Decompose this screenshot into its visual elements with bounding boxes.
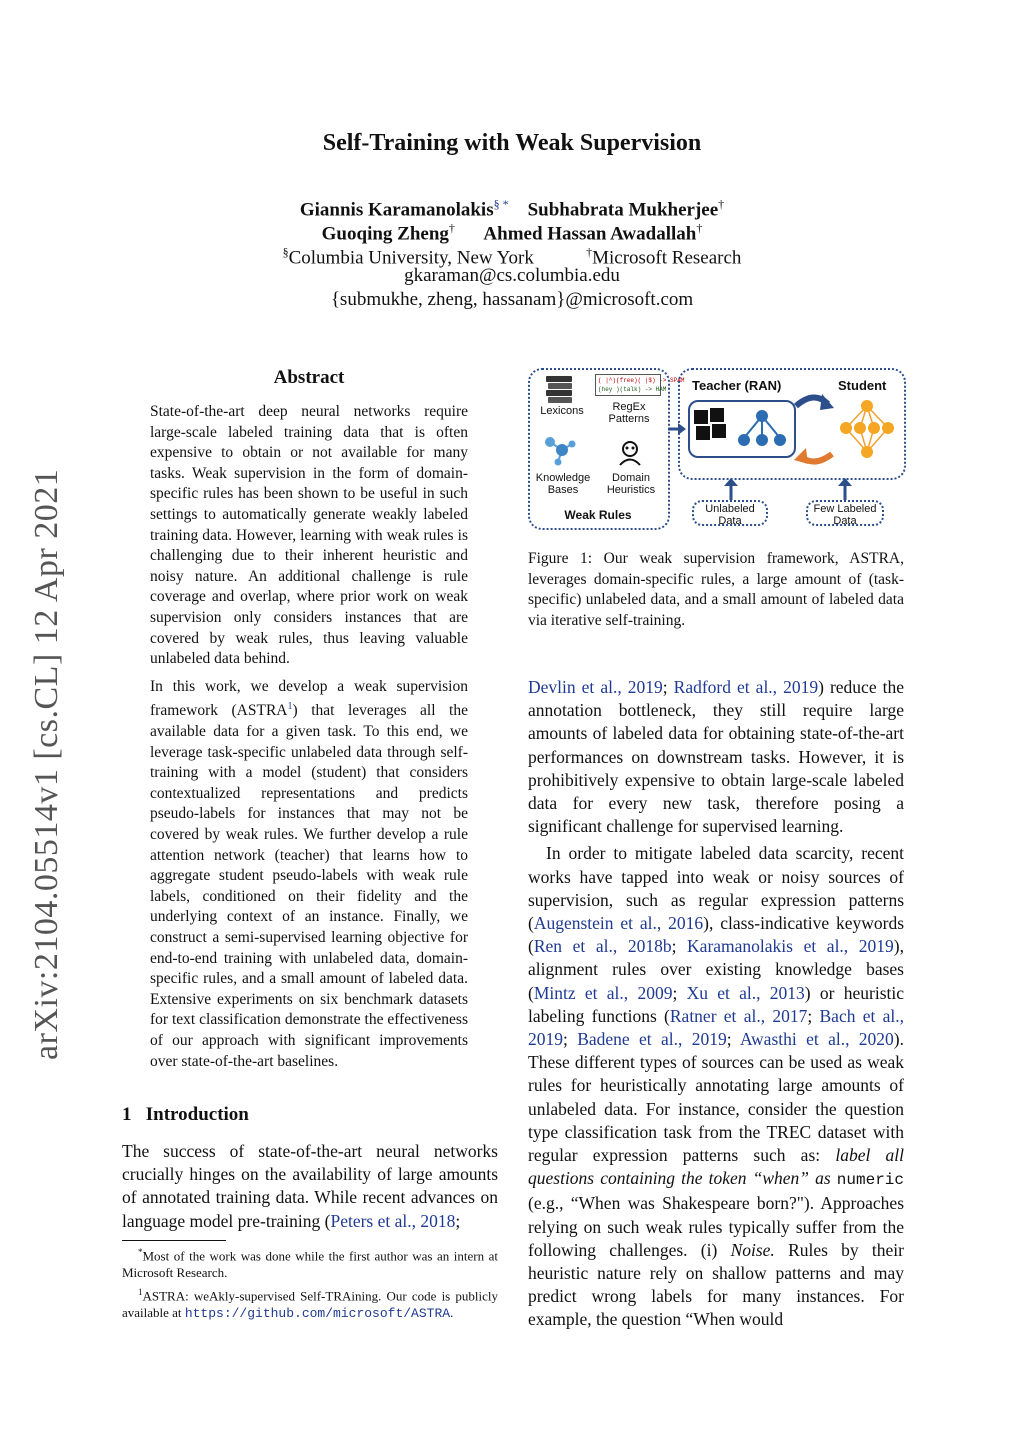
affil-mark-1: § [282, 245, 289, 259]
cubes-icon [692, 406, 728, 446]
affil-mark-2: † [586, 245, 593, 259]
right-p2-f: (e.g., “When was Shakespeare born?"). Approaches relying on such weak rules typically suffer from the following challenges. (i) [528, 1193, 904, 1260]
right-p2-e: ). These different types of sources can be used as weak rules for heuristically annotating large amounts of unlabeled data. For instance, consider the question type classification task from the TREC dataset with regular expression patterns such as: [528, 1029, 904, 1166]
email-columbia: gkaraman@cs.columbia.edu [404, 265, 620, 286]
label-lexicons: Lexicons [540, 405, 584, 417]
footnote-2-end: . [450, 1305, 454, 1321]
right-p2-g: Rules by their heuristic nature rely on shallow patterns and may predict wrong labels for many instances. For example, the question “When would [528, 1239, 904, 1330]
label-unlabeled-data: Unlabeled Data [692, 500, 768, 526]
abstract-heading: Abstract [273, 367, 345, 388]
abstract-body [150, 402, 468, 1072]
cite-bach[interactable]: Bach et al., 2019 [528, 1005, 905, 1050]
label-numeric: numeric [836, 1171, 904, 1190]
label-regex: RegEx Patterns [608, 401, 650, 425]
footnote-mark-2: 1 [138, 1287, 143, 1298]
author-awadallah: Ahmed Hassan Awadallah [483, 223, 697, 245]
author-marks-1: § * [493, 197, 509, 211]
student-network-icon [834, 398, 900, 460]
cite-karamanolakis[interactable]: Karamanolakis et al., 2019 [687, 936, 894, 957]
cite-xu[interactable]: Xu et al., 2013 [686, 982, 805, 1003]
abstract-paragraph-2 [150, 677, 468, 1072]
right-p2-a: In order to mitigate labeled data scarcity, recent works have tapped into weak or noisy sources of supervision, such as regular expression patterns ( [528, 843, 904, 934]
cite-radford[interactable]: Radford et al., 2019 [673, 677, 819, 697]
label-knowledge-bases: Knowledge Bases [535, 472, 591, 496]
cite-peters[interactable]: Peters et al., 2018 [330, 1210, 456, 1231]
label-weak-rules: Weak Rules [564, 508, 632, 522]
intro-title: Introduction [145, 1104, 249, 1125]
sep-2: ; [671, 936, 688, 957]
figure-1 [528, 368, 904, 536]
author-marks-4: † [696, 221, 703, 235]
cite-awasthi[interactable]: Awasthi et al., 2020 [740, 1029, 894, 1050]
expert-face-icon [618, 440, 642, 466]
sep-4: ; [807, 1005, 820, 1026]
affil-microsoft: Microsoft Research [592, 247, 742, 269]
footnote-1: Most of the work was done while the first author was an intern at Microsoft Research. [122, 1248, 498, 1280]
affil-columbia: Columbia University, New York [288, 247, 534, 269]
cite-mintz[interactable]: Mintz et al., 2009 [533, 982, 673, 1003]
intro-paragraph-1 [122, 1140, 498, 1233]
author-marks-2: † [718, 197, 725, 211]
footnote-rule [122, 1240, 226, 1241]
regex-line-2: (hey )(talk) -> HAM [598, 386, 667, 393]
footnote-2-text: ASTRA: weAkly-supervised Self-TRAining. Our code is publicly available at [122, 1288, 498, 1321]
arxiv-sidebar-id: arXiv:2104.05514v1 [cs.CL] 12 Apr 2021 [28, 468, 65, 1060]
author-karamanolakis: Giannis Karamanolakis [299, 199, 494, 221]
abstract-paragraph-1: State-of-the-art deep neural networks require large-scale labeled training data that is often expensive to obtain or not available for many tasks. Weak supervision in the form of domain-specific rules has been shown to be useful in such settings to automatically generate weakly labeled training data. However, learning with weak rules is challenging due to their inherent heuristic and noisy nature. An additional challenge is rule coverage and overlap, where prior work on weak supervision only considers instances that are covered by weak rules, thus leaving valuable unlabeled data behind. [150, 403, 468, 668]
cite-devlin[interactable]: Devlin et al., 2019 [528, 677, 663, 697]
right-paragraph-1 [528, 676, 904, 838]
abstract-p2-part-a: In this work, we develop a weak supervision framework (ASTRA [150, 677, 468, 720]
right-paragraph-2 [528, 842, 904, 1331]
knowledge-graph-icon [542, 432, 576, 466]
author-marks-3: † [448, 221, 455, 235]
right-p2-b: ), class-indicative keywords ( [528, 913, 905, 957]
regex-snippet [595, 374, 685, 396]
sep-5: ; [563, 1029, 578, 1050]
noise-label: Noise. [730, 1239, 775, 1260]
sep-3: ; [672, 982, 687, 1003]
label-teacher: Teacher (RAN) [692, 378, 782, 393]
cite-ren[interactable]: Ren et al., 2018b [533, 936, 672, 957]
footnote-mark-1: * [138, 1247, 143, 1257]
arrow-up-unlabeled-icon [724, 478, 738, 500]
sep-6: ; [726, 1029, 741, 1050]
right-p2-c: ), alignment rules over existing knowledge bases ( [528, 936, 904, 1003]
regex-line-1: ( |^)(free)( |$) -> SPAM [598, 377, 685, 384]
email-microsoft: {submukhe, zheng, hassanam}@microsoft.com [330, 289, 694, 310]
cite-augenstein[interactable]: Augenstein et al., 2016 [533, 913, 704, 934]
right-column-text [528, 676, 904, 1332]
author-mukherjee: Subhabrata Mukherjee [527, 199, 719, 221]
footnote-ref-1[interactable]: 1 [287, 701, 293, 713]
intro-heading [122, 1104, 249, 1126]
example-rule-italic: label all questions containing the token “when” as [528, 1145, 904, 1189]
label-domain-heuristics: Domain Heuristics [606, 472, 656, 496]
books-icon [544, 374, 574, 406]
right-p2-d: ) or heuristic labeling functions ( [528, 982, 904, 1026]
author-zheng: Guoqing Zheng [321, 223, 449, 245]
label-student: Student [838, 378, 887, 393]
right-p1-text: ) reduce the annotation bottleneck, they still require large amounts of labeled data for obtaining state-of-the-art performances on downstream tasks. However, it is prohibitively expensive to obtain large-scale labeled data for every new task, therefore posing a significant challenge for supervised learning. [528, 677, 904, 837]
intro-number: 1 [122, 1104, 132, 1125]
intro-p1-text: The success of state-of-the-art neural networks crucially hinges on the availability of large amounts of annotated training data. While recent advances on language model pre-training ( [122, 1141, 498, 1231]
sep-1: ; [662, 677, 674, 697]
attention-tree-icon [734, 408, 790, 450]
label-few-labeled-data: Few Labeled Data [806, 500, 884, 526]
abstract-p2-part-b: ) that leverages all the available data for a given task. To this end, we leverage task-specific unlabeled data through self-training with a model (student) that considers contextualized representations and predicts pseudo-labels for instances that may not be covered by weak rules. We further develop a rule attention network (teacher) that learns how to aggregate student pseudo-labels with weak rule labels, conditioned on their fidelity and the underlying context of an instance. Finally, we construct a semi-supervised learning objective for end-to-end training with unlabeled data, domain-specific rules, and a small amount of labeled data. Extensive experiments on six benchmark datasets for text classification demonstrate the effectiveness of our approach with significant improvements over state-of-the-art baselines. [150, 702, 468, 1070]
intro-p1-end: ; [455, 1210, 461, 1231]
self-training-loop-icon [792, 388, 836, 468]
cite-badene[interactable]: Badene et al., 2019 [577, 1029, 727, 1050]
arrow-up-labeled-icon [838, 478, 852, 500]
paper-title: Self-Training with Weak Supervision [322, 130, 702, 156]
github-link[interactable]: https://github.com/microsoft/ASTRA [184, 1306, 451, 1322]
figure-1-caption: Figure 1: Our weak supervision framework, ASTRA, leverages domain-specific rules, a large amount of (task-specific) unlabeled data, and a small amount of labeled data via iterative self-training. [528, 550, 904, 629]
cite-ratner[interactable]: Ratner et al., 2017 [669, 1005, 808, 1026]
footnotes [122, 1244, 498, 1323]
